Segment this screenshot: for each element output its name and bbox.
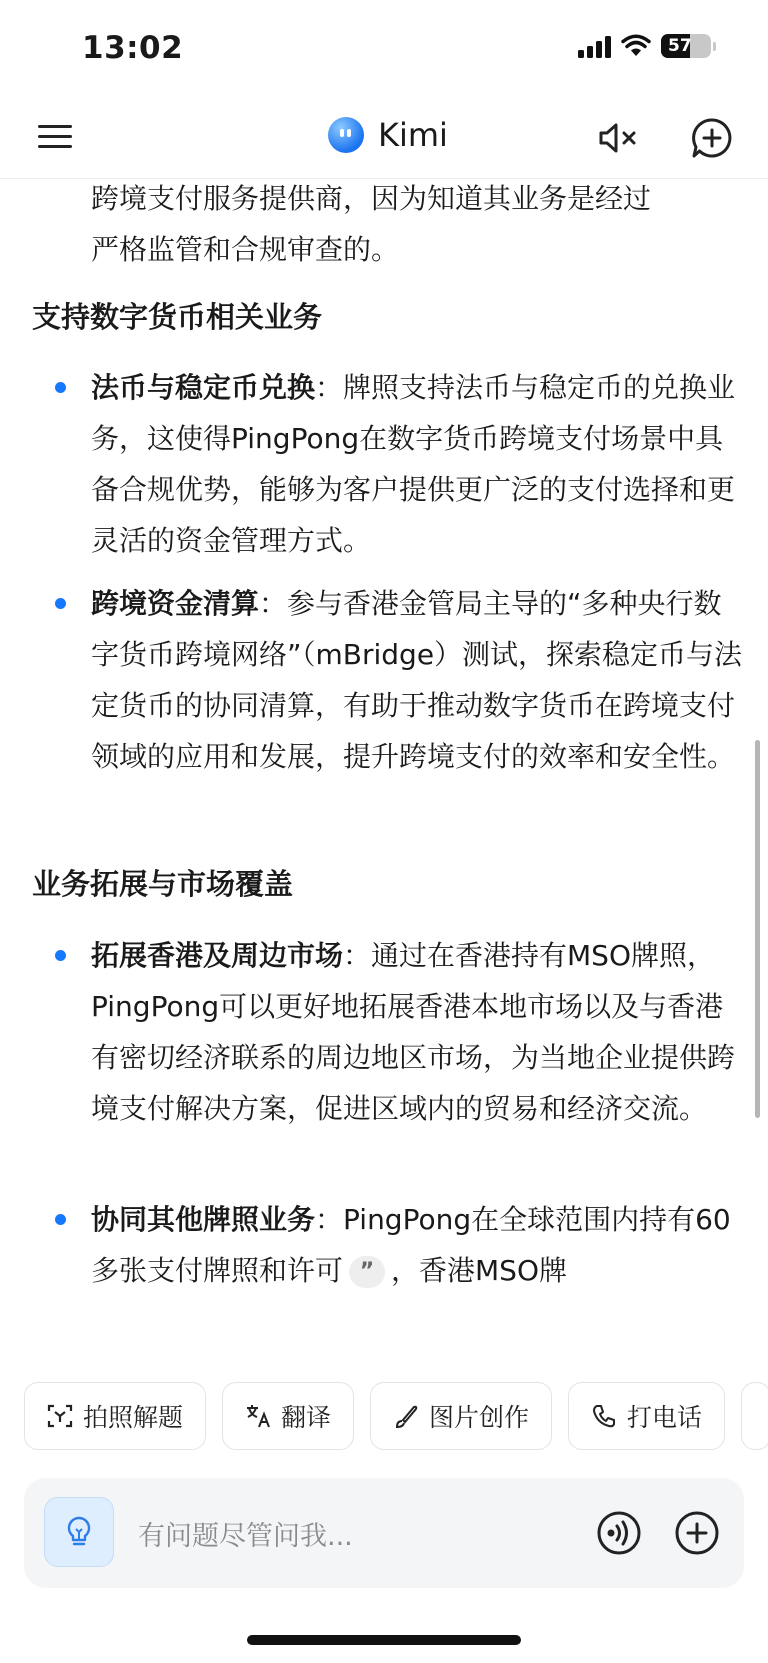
translate-icon — [245, 1403, 271, 1429]
item-text: ：参与香港金管局主导的“多种央行数字货币跨境网络”（mBridge）测试，探索稳定币与法定货币的协同清算，有助于推动数字货币在跨境支付领域的应用和发展，提升跨境支付的效率和安全性。 — [91, 587, 743, 773]
item-text: ：牌照支持法币与稳定币的兑换业务，这使得PingPong在数字货币跨境支付场景中具备合规优势，能够为客户提供更广泛的支付选择和更灵活的资金管理方式。 — [91, 371, 736, 557]
status-icons — [578, 34, 716, 58]
new-chat-icon[interactable] — [690, 116, 734, 160]
chip-label: 翻译 — [281, 1403, 332, 1432]
chat-input-bar — [24, 1478, 744, 1588]
bullet-dot — [55, 598, 66, 609]
item-text: ：PingPong在全球范围内持有60多张支付牌照和许可 — [91, 1203, 731, 1287]
chip-label: 拍照解题 — [83, 1403, 184, 1432]
chat-input[interactable]: 有问题尽管问我... — [138, 1521, 353, 1552]
citation-icon[interactable]: ” — [349, 1256, 385, 1288]
scrollbar[interactable] — [755, 740, 760, 1118]
phone-icon — [591, 1403, 617, 1429]
home-indicator[interactable] — [247, 1635, 521, 1645]
list-item — [55, 1194, 745, 1296]
item-title: 拓展香港及周边市场 — [91, 939, 344, 972]
inspiration-button[interactable] — [44, 1497, 114, 1567]
item-text: ，香港MSO牌 — [391, 1254, 567, 1287]
top-nav — [0, 100, 768, 179]
list-item — [55, 930, 745, 1134]
status-bar — [0, 0, 768, 100]
wifi-icon — [621, 34, 651, 58]
bullet-dot — [55, 382, 66, 393]
chip-more[interactable] — [741, 1382, 768, 1450]
chip-image-create[interactable] — [370, 1382, 552, 1450]
list-item — [55, 362, 745, 566]
item-title: 法币与稳定币兑换 — [91, 371, 316, 404]
brush-icon — [393, 1403, 419, 1429]
quick-actions — [24, 1382, 768, 1450]
chip-label: 图片创作 — [429, 1403, 530, 1432]
item-title: 跨境资金清算 — [91, 587, 260, 620]
cellular-signal-icon — [578, 34, 611, 58]
chip-label: 打电话 — [627, 1403, 703, 1432]
bullet-dot — [55, 950, 66, 961]
chip-translate[interactable] — [222, 1382, 354, 1450]
chip-phone-call[interactable] — [568, 1382, 725, 1450]
chat-message — [0, 178, 768, 1378]
bullet-dot — [55, 1214, 66, 1225]
battery-tip — [713, 42, 716, 51]
lightbulb-icon — [64, 1515, 94, 1549]
list-item — [55, 578, 745, 782]
add-attachment-icon[interactable] — [674, 1510, 720, 1556]
app-title: Kimi — [378, 116, 448, 154]
voice-call-icon[interactable] — [596, 1510, 642, 1556]
app-brand — [328, 116, 448, 154]
battery-icon — [661, 34, 711, 58]
chip-photo-solve[interactable] — [24, 1382, 206, 1450]
item-text: ：通过在香港持有MSO牌照，PingPong可以更好地拓展香港本地市场以及与香港有密切经济联系的周边地区市场，为当地企业提供跨境支付解决方案，促进区域内的贸易和经济交流。 — [91, 939, 736, 1125]
section-heading: 业务拓展与市场覆盖 — [32, 867, 294, 901]
status-time: 13:02 — [82, 30, 184, 66]
section-heading: 支持数字货币相关业务 — [32, 300, 323, 334]
speaker-mute-icon[interactable] — [596, 118, 640, 158]
scan-photo-icon — [47, 1403, 73, 1429]
menu-icon[interactable] — [38, 120, 72, 154]
battery-level: 57 — [668, 36, 692, 56]
kimi-logo-icon — [328, 117, 364, 153]
item-title: 协同其他牌照业务 — [91, 1203, 316, 1236]
message-text: 严格监管和合规审查的。 — [91, 233, 400, 266]
message-text: 跨境支付服务提供商，因为知道其业务是经过 — [91, 182, 652, 215]
